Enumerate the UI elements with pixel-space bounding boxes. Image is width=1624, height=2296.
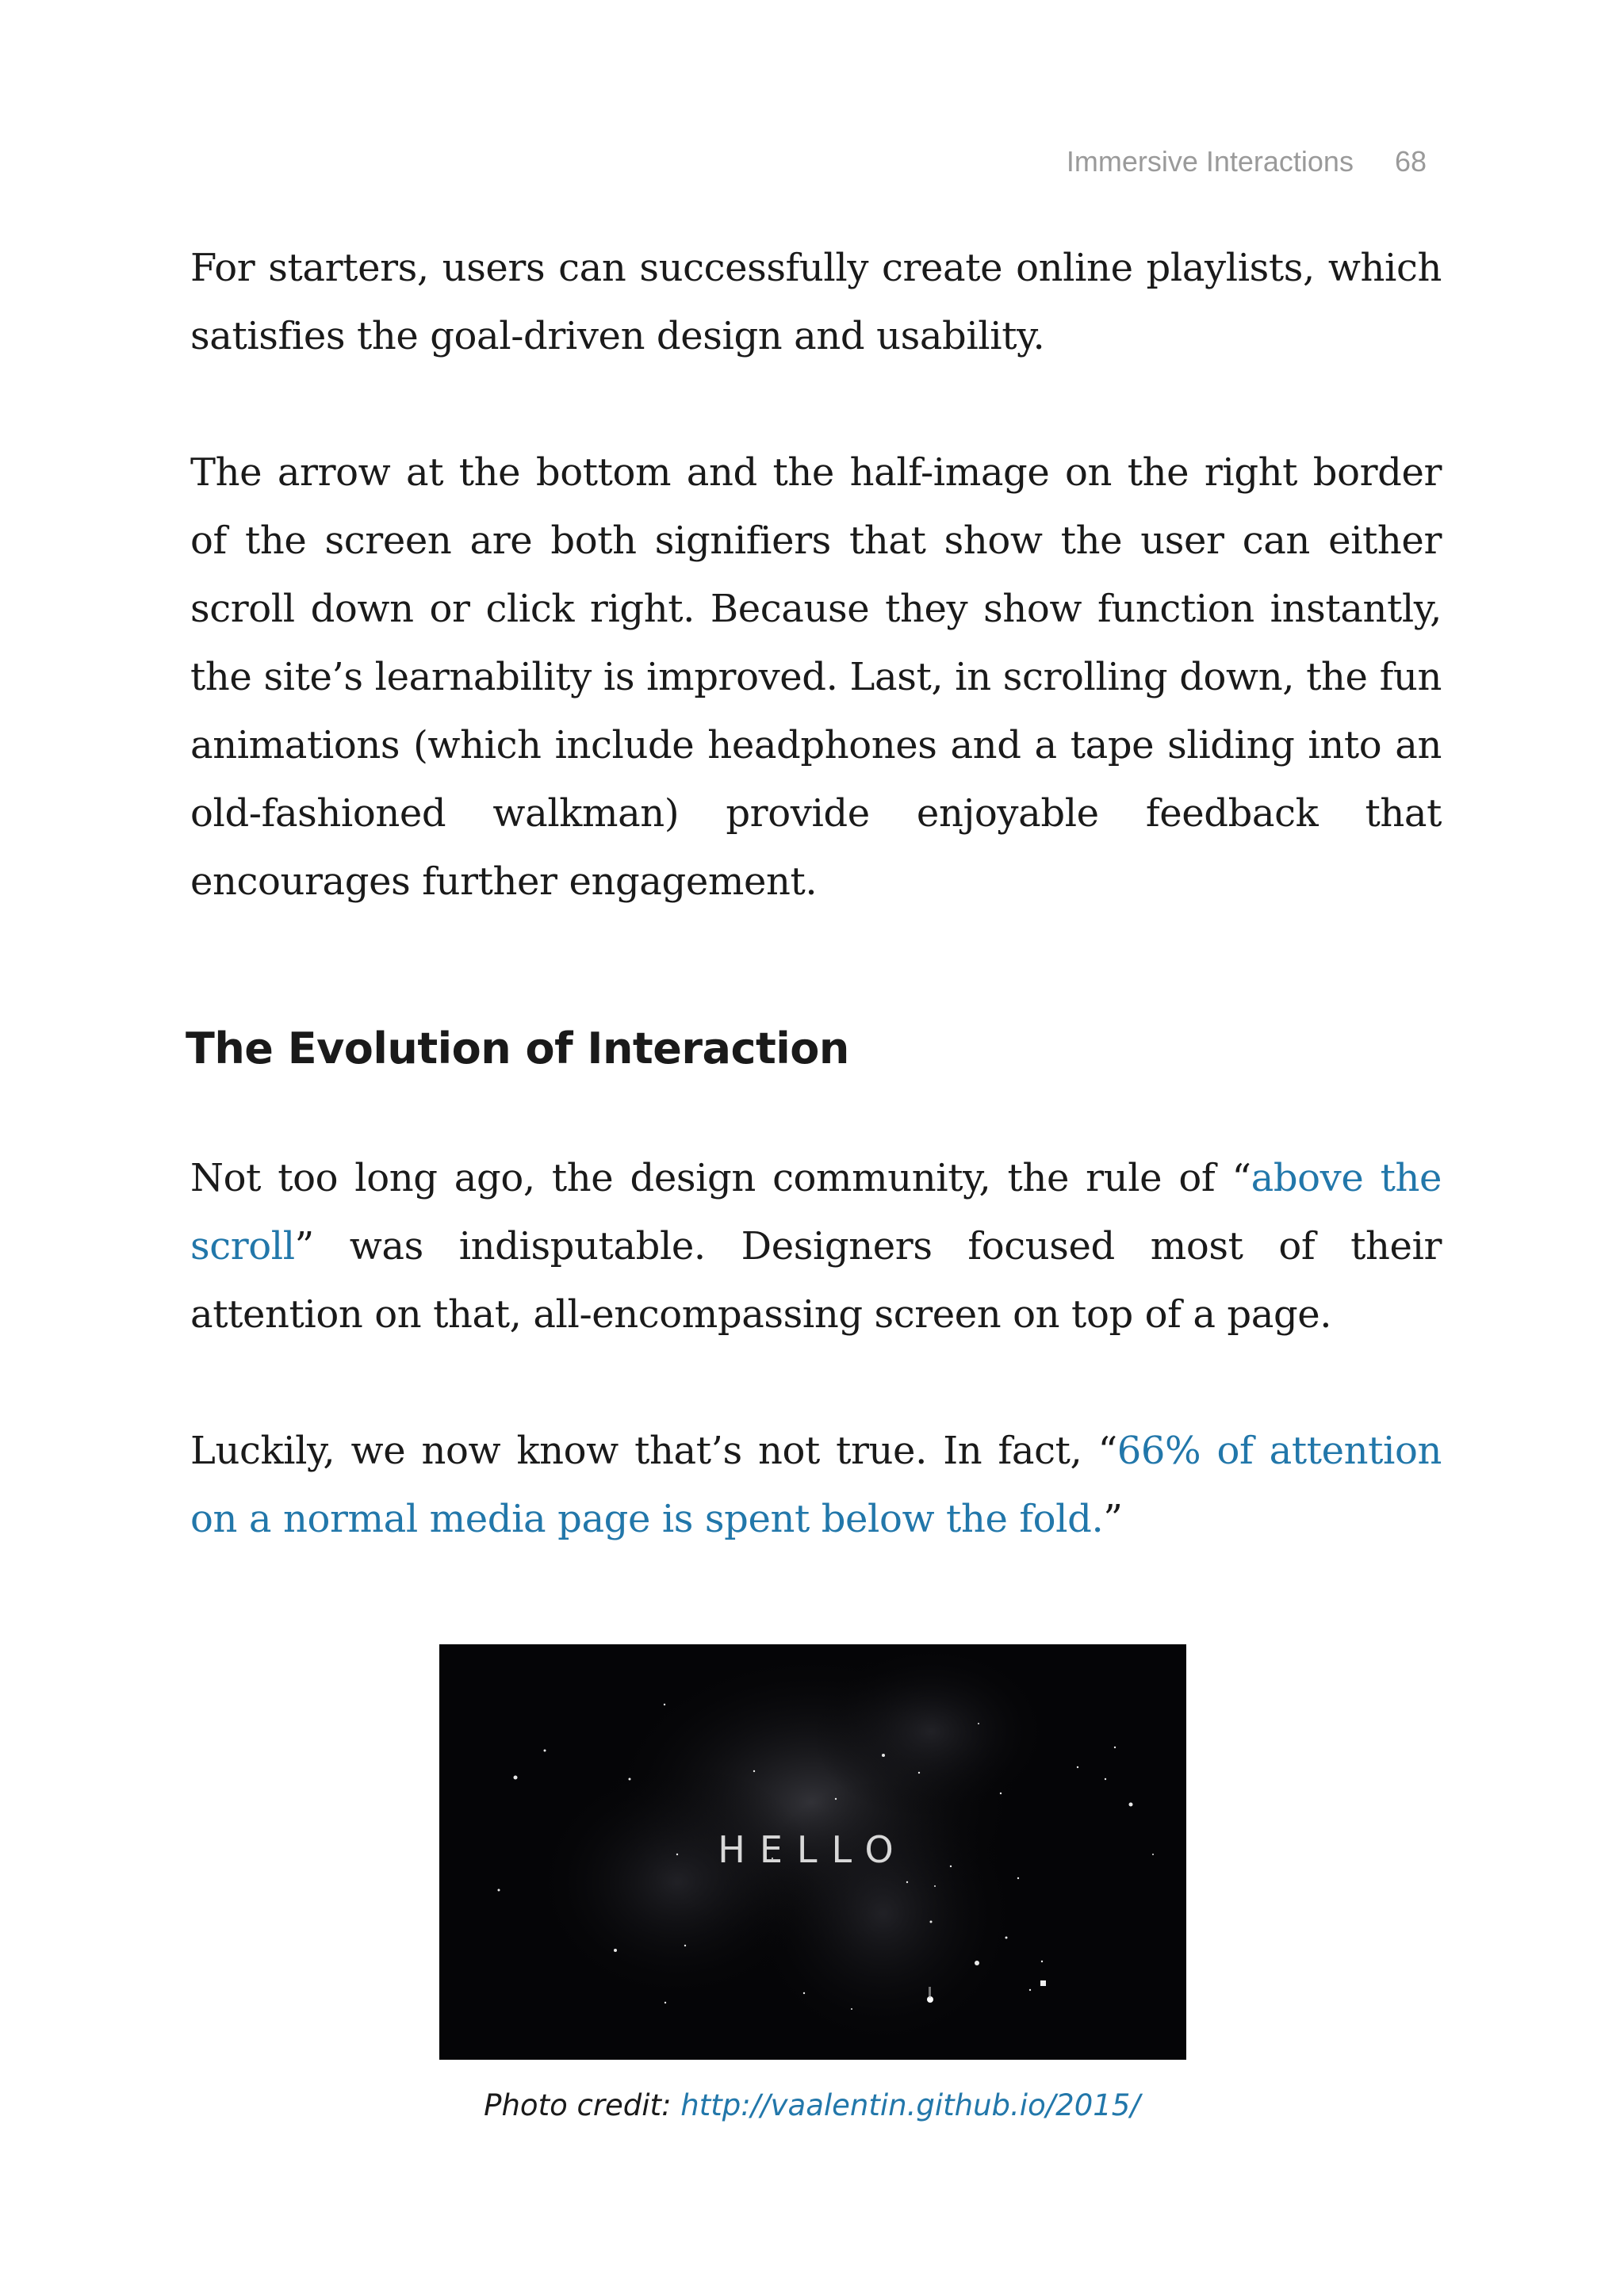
page-header bbox=[1067, 145, 1427, 178]
paragraph-below-the-fold bbox=[190, 1417, 1442, 1553]
hello-text: HELLO bbox=[718, 1828, 908, 1871]
main-content bbox=[186, 234, 1442, 1553]
paragraph-text: ” was indisputable. Designers focused most of their attention on that, all-encompassing screen on top of a page. bbox=[190, 1224, 1442, 1337]
above-the-scroll-link[interactable]: above the scroll bbox=[190, 1156, 1442, 1269]
paragraph-text: Not too long ago, the design community, the rule of “ bbox=[190, 1156, 1251, 1200]
photo-caption bbox=[0, 2088, 1624, 2122]
section-heading: The Evolution of Interaction bbox=[186, 1024, 849, 1073]
paragraph-signifiers: The arrow at the bottom and the half-image on the right border of the screen are both signifiers that show the user can either scroll down or click right. Because they show function instantly, the site’s learnability is improved. Last, in scrolling down, the fun animations (which include headphones and a tape sliding into an old-fashioned walkman) provide enjoyable feedback that encourages further engagement. bbox=[190, 450, 1442, 904]
page-number: 68 bbox=[1394, 145, 1427, 178]
paragraph-text: Luckily, we now know that’s not true. In fact, “ bbox=[190, 1429, 1117, 1473]
attention-statistic-link[interactable]: 66% of attention on a normal media page is spent below the fold. bbox=[190, 1429, 1442, 1541]
caption-label: Photo credit: bbox=[484, 2088, 681, 2122]
paragraph-text: ” bbox=[1103, 1497, 1123, 1541]
photo-credit-link[interactable]: http://vaalentin.github.io/2015/ bbox=[680, 2088, 1140, 2122]
hello-screenshot-figure bbox=[439, 1644, 1186, 2060]
paragraph-above-the-scroll bbox=[190, 1144, 1442, 1349]
chapter-title: Immersive Interactions bbox=[1066, 145, 1354, 178]
paragraph-playlists: For starters, users can successfully create online playlists, which satisfies the goal-driven design and usability. bbox=[190, 246, 1442, 358]
